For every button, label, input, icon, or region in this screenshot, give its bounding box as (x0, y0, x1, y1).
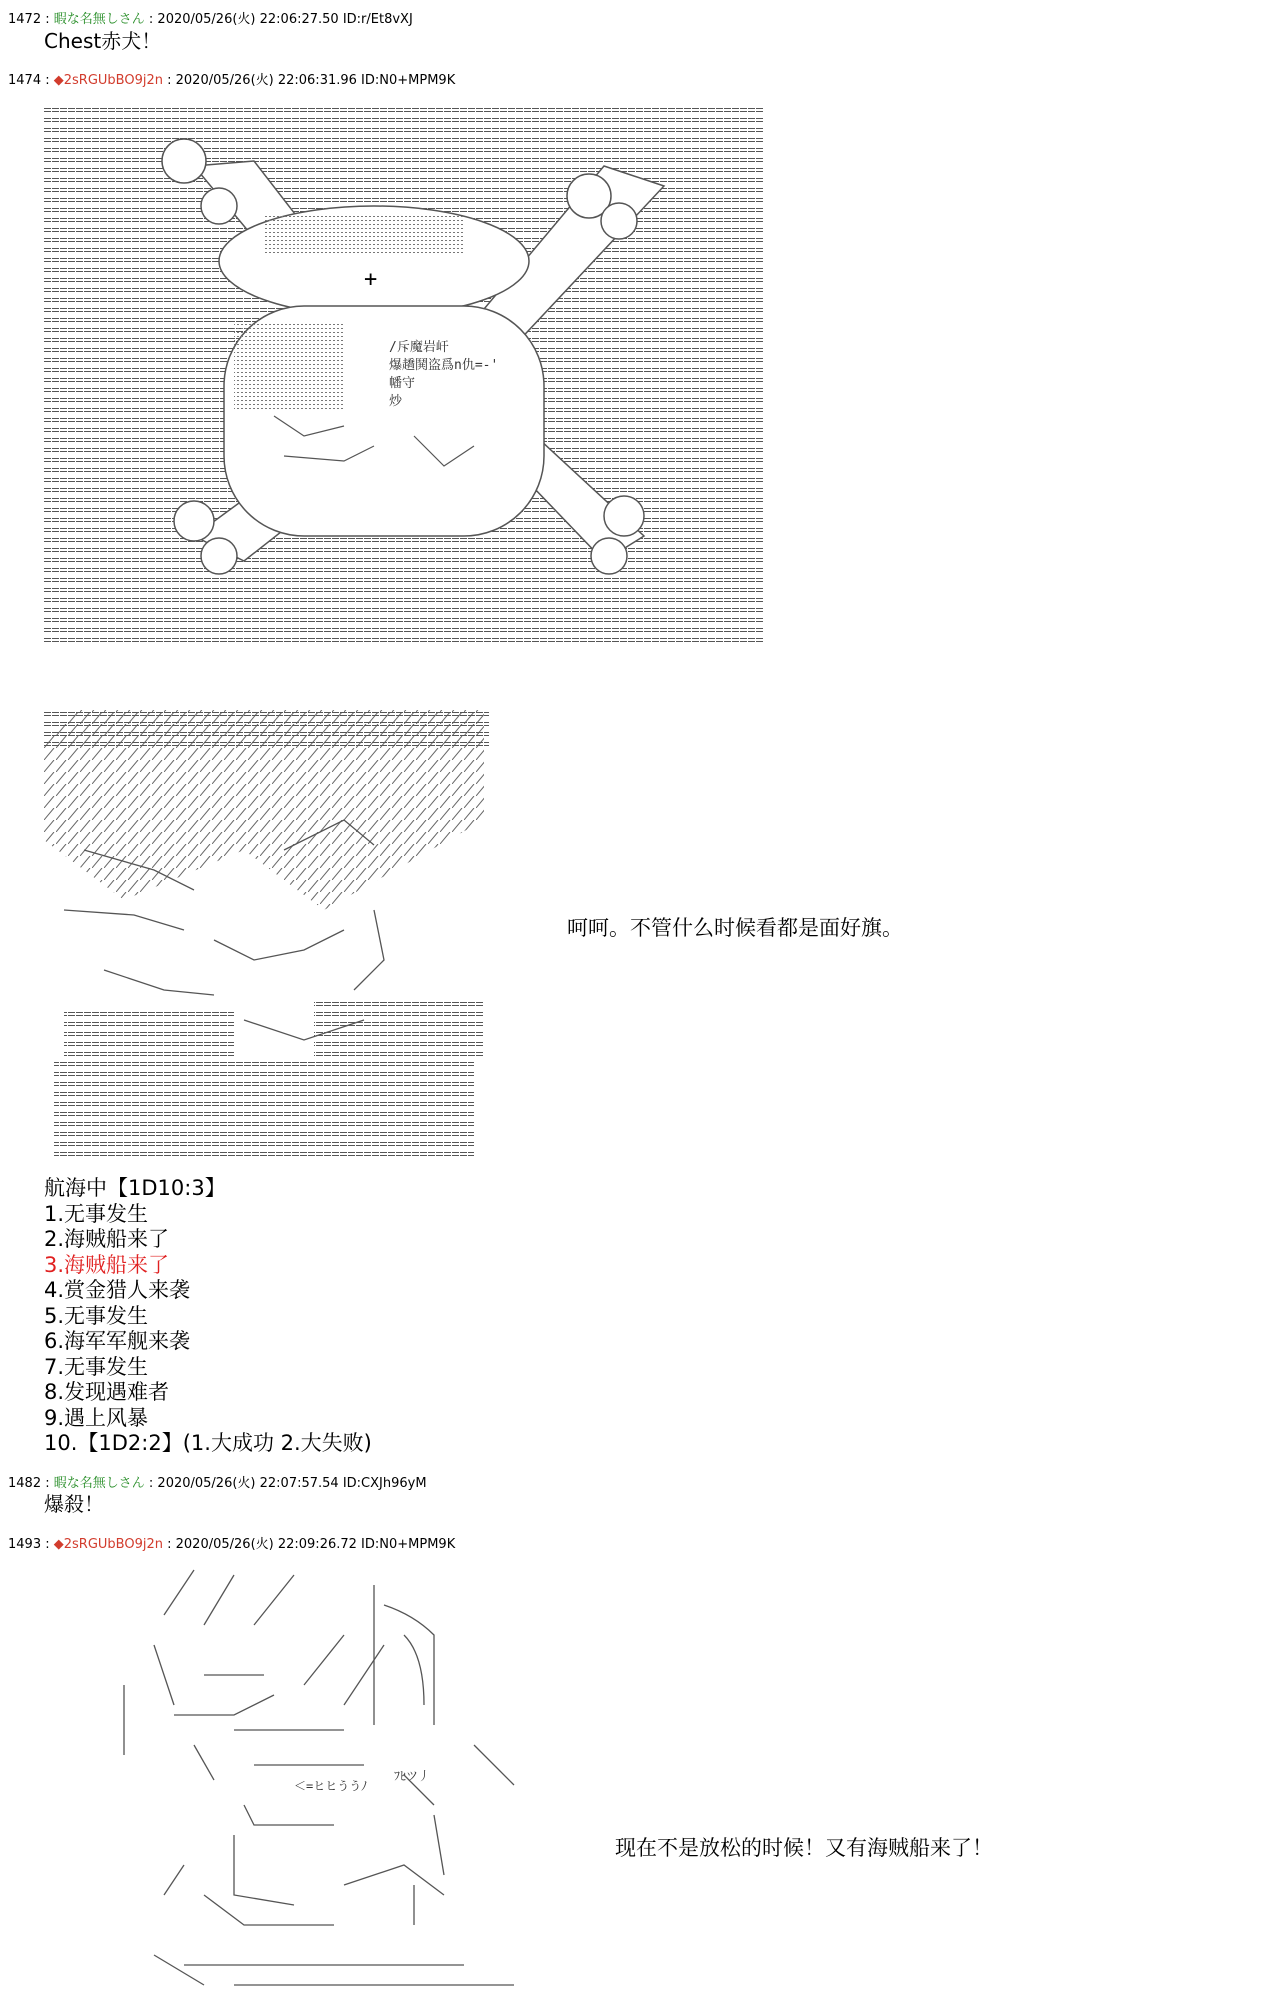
separator: : (162, 1537, 176, 1552)
poster-name[interactable]: ◆2sRGUbBO9j2n (53, 1537, 163, 1552)
aa-mark-2: ﾌﾋツ丿 (394, 1769, 431, 1783)
list-item: 6.海军军舰来袭 (44, 1329, 191, 1353)
post-header-1493 (8, 1537, 455, 1553)
skull-mark-2: 爆趫鬨盗爲n仇=-' (389, 358, 499, 373)
post-number: 1482 (8, 1476, 42, 1491)
separator: : (144, 1476, 158, 1491)
separator: : (41, 1476, 54, 1491)
post-header-1482 (8, 1476, 427, 1492)
list-item: 7.无事发生 (44, 1354, 149, 1379)
separator: : (41, 73, 54, 88)
list-item: 10.【1D2:2】(1.大成功 2.大失败) (44, 1431, 372, 1455)
post-header-1474 (8, 73, 455, 89)
post-number: 1474 (8, 73, 42, 88)
commentary-1474: 呵呵。不管什么时候看都是面好旗。 (567, 916, 903, 940)
post-id[interactable]: ID:N0+MPM9K (361, 1537, 456, 1552)
post-number: 1472 (8, 12, 42, 27)
list-item: 5.无事发生 (44, 1303, 149, 1328)
skull-mark-4: 炒 (389, 394, 403, 409)
skull-mark-1: /斥魔岩屽 (389, 340, 449, 355)
post-datetime: 2020/05/26(火) 22:06:27.50 (157, 12, 339, 27)
post-datetime: 2020/05/26(火) 22:07:57.54 (157, 1476, 339, 1491)
jolly-roger-ascii-art (44, 106, 770, 648)
post-id[interactable]: ID:r/Et8vXJ (342, 12, 413, 27)
separator: : (144, 12, 158, 27)
list-item: 1.无事发生 (44, 1201, 149, 1226)
list-item: 4.赏金猎人来袭 (44, 1278, 191, 1302)
poster-name[interactable]: 暇な名無しさん (53, 1476, 145, 1491)
separator: : (41, 12, 54, 27)
svg-text:+: + (364, 267, 378, 292)
voyage-event-list (44, 1176, 372, 1457)
post-datetime: 2020/05/26(火) 22:09:26.72 (175, 1537, 357, 1552)
separator: : (162, 73, 176, 88)
list-item: 2.海贼船来了 (44, 1227, 170, 1251)
post-header-1472 (8, 12, 413, 28)
post-body-1482: 爆殺！ (44, 1492, 104, 1516)
post-id[interactable]: ID:N0+MPM9K (361, 73, 456, 88)
separator: : (41, 1537, 54, 1552)
list-title: 航海中【1D10:3】 (44, 1176, 226, 1200)
skull-mark-3: 幡守 (389, 376, 416, 391)
commentary-1493: 现在不是放松的时候！又有海贼船来了！ (615, 1836, 993, 1860)
list-item: 8.发现遇难者 (44, 1380, 170, 1404)
aa-mark-1: ＜=ヒヒううﾉ (294, 1779, 368, 1793)
akainu-ascii-art (44, 700, 494, 1160)
list-item-selected: 3.海贼船来了 (44, 1252, 170, 1277)
post-number: 1493 (8, 1537, 42, 1552)
post-datetime: 2020/05/26(火) 22:06:31.96 (175, 73, 357, 88)
post-id[interactable]: ID:CXJh96yM (342, 1476, 427, 1491)
post-body-1472: Chest赤犬！ (44, 29, 162, 53)
list-item: 9.遇上风暴 (44, 1405, 149, 1430)
character-ascii-art (44, 1565, 524, 1995)
poster-name[interactable]: ◆2sRGUbBO9j2n (53, 73, 163, 88)
poster-name[interactable]: 暇な名無しさん (53, 12, 145, 27)
